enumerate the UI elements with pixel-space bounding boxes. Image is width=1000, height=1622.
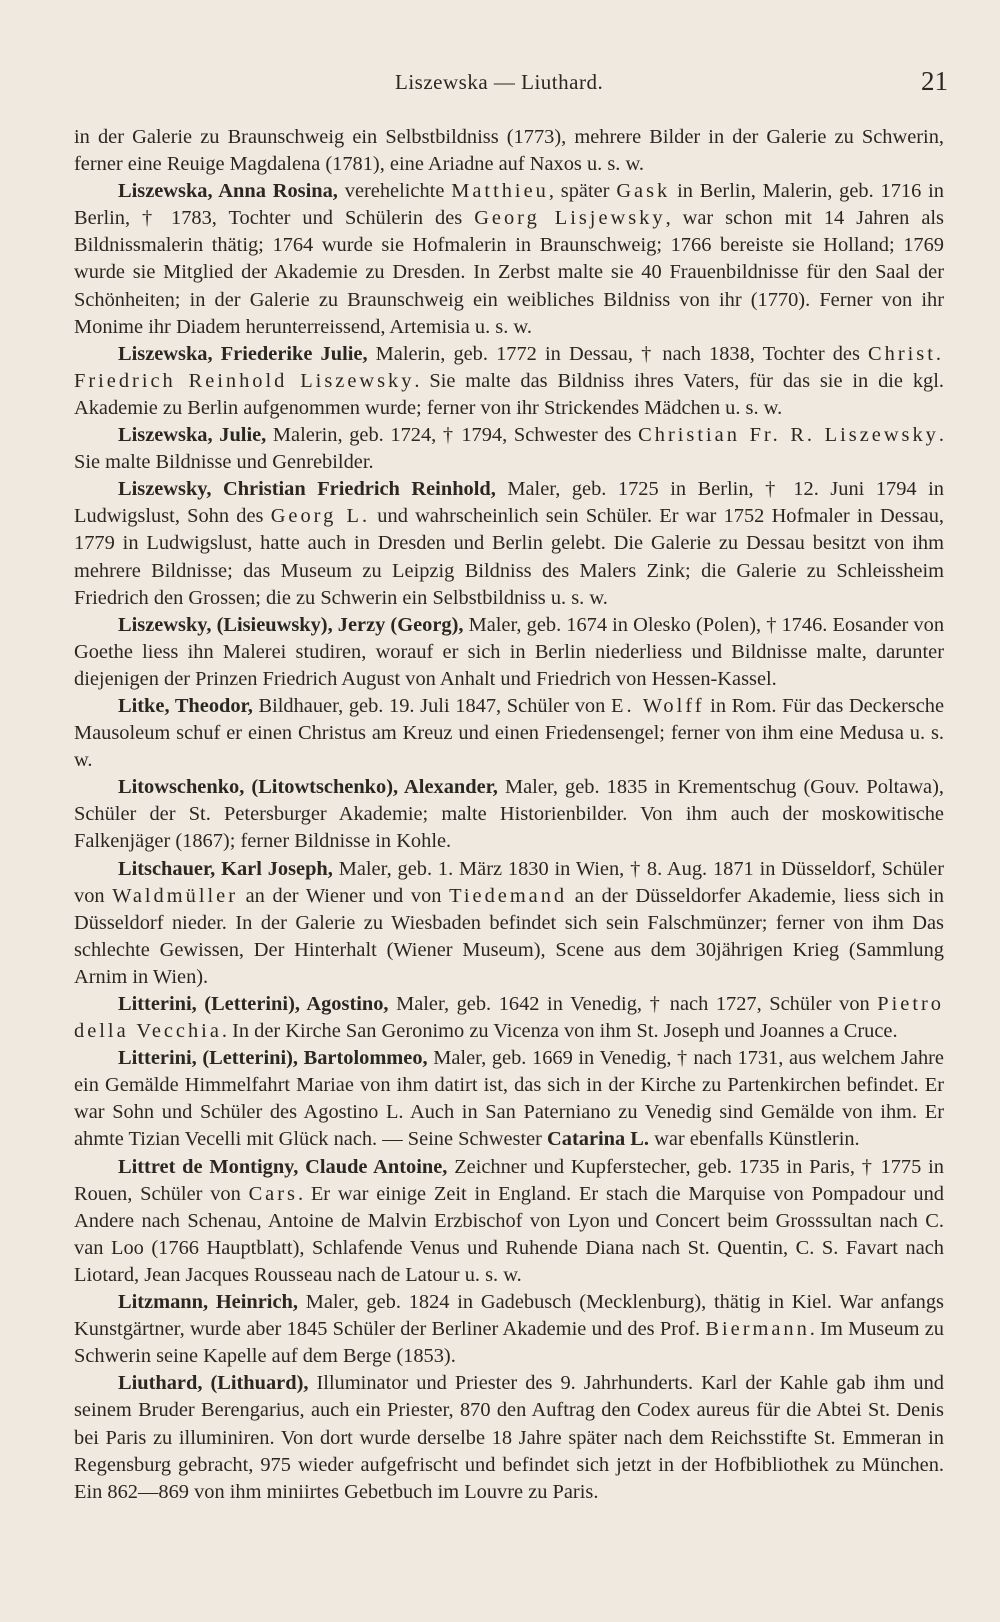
spaced-name: Matthieu: [451, 180, 549, 203]
entry-litke-theodor: [74, 693, 944, 774]
running-head: [0, 64, 1000, 104]
entry-text: Bildhauer, geb. 19. Juli 1847, Schüler von: [252, 694, 611, 717]
spaced-name: Georg L.: [270, 505, 371, 528]
entry-text: und wahrscheinlich sein Schüler. Er war 1752 Hofmaler in Dessau, 1779 in Ludwigslust, hatte auch in Dresden und Berlin gelebt. Die Galerie zu Dessau besitzt von ihm mehrere Bildnisse; das Museum zu Leipzig Bildniss des Malers Zink; die Galerie zu Schleissheim Friedrich den Grossen; die zu Schwerin ein Selbstbildniss u. s. w.: [74, 505, 944, 609]
entry-liszewsky-jerzy: [74, 612, 944, 693]
spaced-name: Pietro della Vecchia: [74, 993, 944, 1043]
entry-liszewska-friederike-julie: [74, 341, 944, 422]
entry-headword: Liszewska, Friederike Julie,: [118, 342, 368, 365]
running-title: Liszewska — Liuthard.: [395, 70, 604, 94]
entry-text: Zeichner und Kupferstecher, geb. 1735 in Paris, † 1775 in Rouen, Schüler von: [74, 1155, 944, 1205]
entry-text: war ebenfalls Künstlerin.: [649, 1128, 860, 1151]
entry-text: , war schon mit 14 Jahren als Bildnissmalerin thätig; 1764 wurde sie Hofmalerin in Braunschweig; 1766 bereiste sie Holland; 1769 wurde sie Mitglied der Akademie zu Dresden. In Zerbst malte sie 40 Frauenbildnisse für den Saal der Schönheiten; in der Galerie zu Braunschweig ein weibliches Bildniss von ihr (1770). Ferner von ihr Monime ihr Diadem herunterreissend, Artemisia u. s. w.: [74, 207, 944, 338]
entry-text: Maler, geb. 1669 in Venedig, † nach 1731, aus welchem Jahre ein Gemälde Himmelfahrt Mariae von ihm datirt ist, das sich in der Kirche zu Partenkirchen befindet. Er war Sohn und Schüler des Agostino L. Auch in San Paterniano zu Venedig sind Gemälde von ihm. Er ahmte Tizian Vecelli mit Glück nach. — Seine Schwester: [74, 1047, 944, 1151]
entry-text: . In der Kirche San Geronimo zu Vicenza von ihm St. Joseph und Joannes a Cruce.: [221, 1020, 898, 1043]
entry-text: Maler, geb. 1. März 1830 in Wien, † 8. Aug. 1871 in Düsseldorf, Schüler von: [74, 857, 944, 907]
entry-text: Maler, geb. 1642 in Venedig, † nach 1727, Schüler von: [388, 993, 878, 1015]
entry-headword: Catarina L.: [547, 1128, 650, 1151]
entry-text: in der Galerie zu Braunschweig ein Selbstbildniss (1773), mehrere Bilder in der Galerie zu Schwerin, ferner eine Reuige Magdalena (1781), eine Ariadne auf Naxos u. s. w.: [74, 126, 944, 176]
entry-liszewsky-christian-friedrich-reinhold: [74, 476, 944, 611]
entry-headword: Litowschenko, (Litowtschenko), Alexander,: [118, 776, 498, 799]
entry-litowschenko-alexander: [74, 774, 944, 855]
entry-text: Maler, geb. 1674 in Olesko (Polen), † 1746. Eosander von Goethe liess ihn Malerei studiren, worauf er sich in Berlin niederliess und Bildnisse malte, darunter diejenigen der Prinzen Friedrich August von Anhalt und Friedrich von Hessen-Kassel.: [74, 613, 945, 690]
spaced-name: Tiedemand: [449, 884, 568, 907]
spaced-name: Cars: [248, 1182, 298, 1205]
entry-headword: Liszewsky, Christian Friedrich Reinhold,: [118, 478, 496, 501]
entry-headword: Litschauer, Karl Joseph,: [118, 857, 333, 880]
entry-liszewska-anna-rosina: [74, 178, 944, 341]
spaced-name: Waldmüller: [112, 884, 238, 907]
entry-text: Maler, geb. 1725 in Berlin, † 12. Juni 1794 in Ludwigslust, Sohn des: [74, 478, 944, 528]
entry-headword: Liszewsky, (Lisieuwsky), Jerzy (Georg),: [118, 613, 464, 636]
entry-text: . Im Museum zu Schwerin seine Kapelle auf dem Berge (1853).: [74, 1318, 944, 1368]
spaced-name: E. Wolff: [610, 694, 705, 717]
entry-liszewska-julie: [74, 422, 944, 476]
lexicon-text: [74, 124, 944, 1506]
entry-text: . Er war einige Zeit in England. Er stach die Marquise von Pompadour und Andere nach Schenau, Antoine de Malvin Erzbischof von Lyon und Concert beim Grosssultan nach C. van Loo (1766 Hauptblatt), Schlafende Venus und Ruhende Diana nach St. Quentin, C. S. Favart nach Liotard, Jean Jacques Rousseau nach de Latour u. s. w.: [74, 1182, 944, 1286]
entry-litschauer-karl-joseph: [74, 856, 944, 991]
entry-text: in Rom. Für das Deckersche Mausoleum schuf er einen Christus am Kreuz und einen Friedensengel; ferner von ihm eine Medusa u. s. w.: [74, 694, 944, 772]
entry-headword: Litterini, (Letterini), Bartolommeo,: [118, 1047, 428, 1070]
entry-text: Maler, geb. 1835 in Krementschug (Gouv. Poltawa), Schüler der St. Petersburger Akademie; malte Historienbilder. Von ihm auch der moskowitische Falkenjäger (1867); ferner Bildnisse in Kohle.: [74, 776, 944, 853]
spaced-name: Gask: [616, 180, 671, 203]
entry-text: , später: [548, 180, 617, 203]
entry-text: . Sie malte das Bildniss ihres Vaters, für das sie in die kgl. Akademie zu Berlin aufgenommen wurde; ferner von ihr Strickendes Mädchen u. s. w.: [74, 369, 944, 419]
entry-headword: Liuthard, (Lithuard),: [118, 1372, 309, 1395]
spaced-name: Christ. Friedrich Reinhold Liszewsky: [74, 342, 944, 392]
entry-continuation: [74, 124, 944, 178]
spaced-name: Christian Fr. R. Liszewsky: [638, 424, 939, 447]
spaced-name: Georg Lisjewsky: [474, 207, 666, 230]
entry-headword: Liszewska, Anna Rosina,: [118, 180, 338, 203]
entry-headword: Litke, Theodor,: [118, 694, 253, 717]
entry-headword: Litzmann, Heinrich,: [118, 1291, 298, 1314]
entry-headword: Liszewska, Julie,: [118, 424, 267, 447]
spaced-name: Biermann: [705, 1318, 810, 1341]
entry-text: verehelichte: [337, 180, 452, 203]
entry-headword: Littret de Montigny, Claude Antoine,: [118, 1155, 448, 1178]
page-number: 21: [921, 66, 948, 96]
entry-litterini-bartolommeo: [74, 1045, 944, 1153]
entry-liuthard: [74, 1370, 944, 1505]
entry-headword: Litterini, (Letterini), Agostino,: [118, 993, 389, 1015]
entry-text: an der Wiener und von: [237, 884, 450, 907]
entry-text: in Berlin, Malerin, geb. 1716 in Berlin, † 1783, Tochter und Schülerin des: [74, 180, 945, 230]
entry-litzmann-heinrich: [74, 1289, 944, 1370]
entry-text: Maler, geb. 1824 in Gadebusch (Mecklenburg), thätig in Kiel. War anfangs Kunstgärtner, wurde aber 1845 Schüler der Berliner Akademie und des Prof.: [74, 1291, 944, 1341]
entry-littret-de-montigny: [74, 1154, 944, 1289]
entry-text: Illuminator und Priester des 9. Jahrhunderts. Karl der Kahle gab ihm und seinem Bruder Berengarius, auch ein Priester, 870 den Auftrag den Codex aureus für die Abtei St. Denis bei Paris zu illuminiren. Von dort wurde derselbe 18 Jahre später nach dem Reichsstifte St. Emmeran in Regensburg gebracht, 975 wieder aufgefrischt und befindet sich jetzt in der Hofbibliothek zu München. Ein 862—869 von ihm miniirtes Gebetbuch im Louvre zu Paris.: [74, 1372, 944, 1503]
entry-litterini-agostino: [74, 991, 944, 1045]
entry-text: Malerin, geb. 1772 in Dessau, † nach 1838, Tochter des: [367, 342, 869, 365]
entry-text: . Sie malte Bildnisse und Genrebilder.: [74, 424, 944, 474]
entry-text: an der Düsseldorfer Akademie, liess sich in Düsseldorf nieder. In der Galerie zu Wiesbaden befindet sich sein Falschmünzer; ferner von ihm Das schlechte Gewissen, Der Hinterhalt (Wiener Museum), Scene aus dem 30jährigen Krieg (Sammlung Arnim in Wien).: [74, 884, 944, 988]
entry-text: Malerin, geb. 1724, † 1794, Schwester des: [266, 424, 639, 447]
